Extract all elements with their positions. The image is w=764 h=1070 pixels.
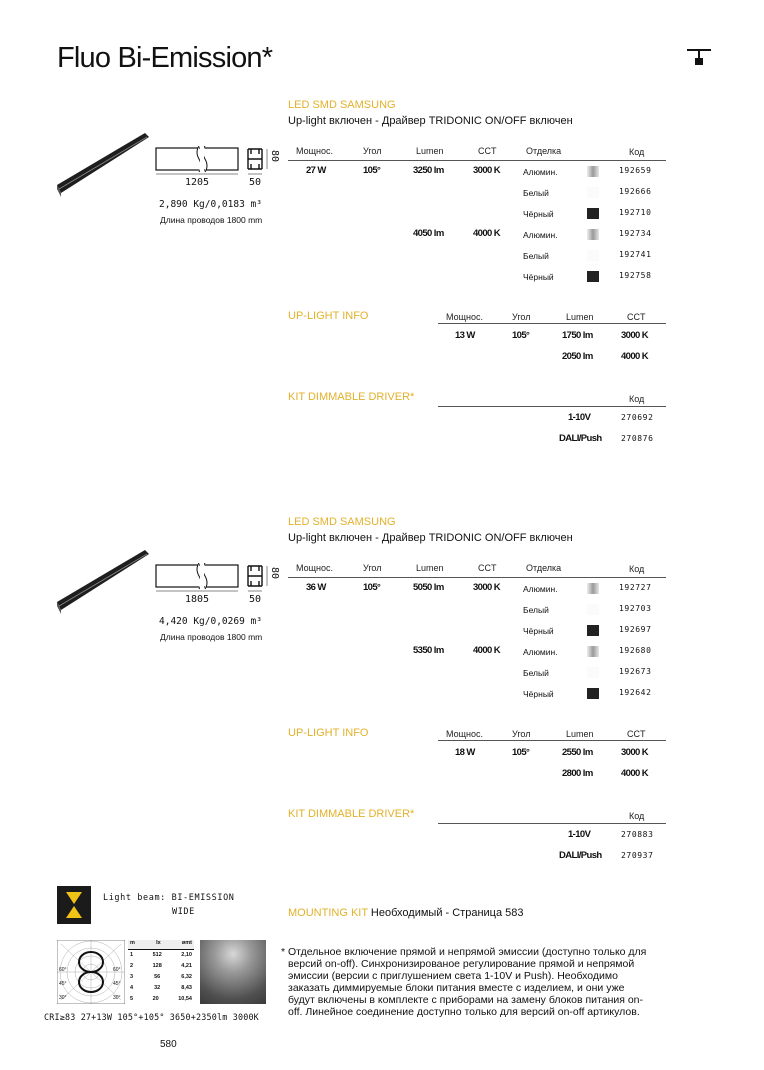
finish-swatch	[587, 583, 599, 594]
row-finish: Белый	[523, 251, 549, 261]
finish-swatch	[587, 187, 599, 198]
footnote-line: off. Линейное соединение доступно только для версий on-off артикулов.	[288, 1006, 640, 1018]
polar-angle: 45°	[113, 981, 121, 987]
photo-header: ømt	[181, 940, 192, 946]
row-finish: Алюмин.	[523, 167, 558, 177]
dim-width: 50	[249, 177, 262, 188]
polar-angle: 60°	[59, 967, 67, 973]
photo-header: lx	[156, 940, 161, 946]
kit-label: KIT DIMMABLE DRIVER*	[288, 391, 415, 403]
led-label: LED SMD SAMSUNG	[288, 99, 396, 111]
photo-cell: 4,21	[181, 963, 192, 969]
row-code: 192666	[619, 187, 652, 196]
kit-col-code: Код	[629, 811, 645, 821]
uplight-angle: 105°	[512, 330, 530, 341]
row-code: 192727	[619, 583, 652, 592]
led-label: LED SMD SAMSUNG	[288, 516, 396, 528]
uplight-label: UP-LIGHT INFO	[288, 727, 369, 739]
finish-swatch	[587, 250, 599, 261]
uplight-label: UP-LIGHT INFO	[288, 310, 369, 322]
row-finish: Чёрный	[523, 209, 554, 219]
uplight-lumen: 2050 lm	[562, 351, 593, 362]
finish-swatch	[587, 208, 599, 219]
beam-icon	[57, 886, 91, 924]
row-cct: 3000 K	[473, 582, 501, 593]
dimension-drawing	[155, 563, 285, 593]
photo-cell: 20	[152, 996, 159, 1002]
photo-cell: 6,32	[181, 974, 192, 980]
kit-driver-code: 270692	[621, 413, 654, 422]
footnote-line: заказать диммируемые блоки питания вместе с изделием, и они уже	[288, 982, 625, 994]
row-finish: Чёрный	[523, 689, 554, 699]
uplight-lumen: 2800 lm	[562, 768, 593, 779]
finish-swatch	[587, 688, 599, 699]
dim-length: 1805	[185, 594, 210, 605]
row-lumen: 5050 lm	[413, 582, 444, 593]
photo-cell: 8,43	[181, 985, 192, 991]
photo-cell: 10,54	[178, 996, 192, 1002]
photometric-table	[128, 940, 194, 1004]
photo-cell: 3	[130, 974, 134, 980]
col-angle: Угол	[363, 146, 382, 156]
polar-angle-labels	[57, 940, 125, 1004]
kit-rule	[438, 406, 666, 407]
col-power: Мощноc.	[296, 563, 333, 573]
dim-length: 1205	[185, 177, 210, 188]
uplight-col-cct: CCT	[627, 729, 646, 739]
photo-cell: 5	[130, 996, 134, 1002]
footnote	[281, 946, 711, 1018]
beam-type: WIDE	[172, 907, 195, 917]
cri-caption: CRI≥83 27+13W 105°+105° 3650+2350lm 3000K	[44, 1012, 259, 1022]
photo-row	[128, 950, 194, 961]
polar-angle: 30°	[113, 995, 121, 1001]
row-finish: Алюмин.	[523, 584, 558, 594]
row-angle: 105°	[363, 165, 381, 176]
header-rule	[288, 577, 666, 578]
uplight-cct: 3000 K	[621, 330, 649, 341]
page-number: 580	[160, 1039, 177, 1050]
kit-driver-code: 270876	[621, 434, 654, 443]
kit-driver-code: 270883	[621, 830, 654, 839]
row-code: 192697	[619, 625, 652, 634]
weight-volume: 2,890 Kg/0,0183 m³	[159, 199, 262, 210]
col-finish: Отделка	[526, 146, 562, 156]
row-power: 27 W	[306, 165, 326, 176]
footnote-line: эмиссии (версии с приглушением света 1-10V и Push). Необходимо	[288, 970, 618, 982]
section-subtitle: Up-light включен - Драйвер TRIDONIC ON/OFF включен	[288, 115, 573, 127]
uplight-col-lumen: Lumen	[566, 312, 594, 322]
photo-row	[128, 994, 194, 1005]
uplight-cct: 4000 K	[621, 351, 649, 362]
photo-cell: 4	[130, 985, 134, 991]
uplight-col-power: Мощноc.	[446, 312, 483, 322]
finish-swatch	[587, 271, 599, 282]
kit-driver-name: 1-10V	[568, 829, 591, 840]
polar-angle: 60°	[113, 967, 121, 973]
finish-swatch	[587, 667, 599, 678]
finish-swatch	[587, 229, 599, 240]
uplight-lumen: 2550 lm	[562, 747, 593, 758]
uplight-power: 13 W	[455, 330, 475, 341]
row-finish: Белый	[523, 605, 549, 615]
col-cct: CCT	[478, 146, 497, 156]
row-code: 192710	[619, 208, 652, 217]
kit-driver-name: 1-10V	[568, 412, 591, 423]
row-power: 36 W	[306, 582, 326, 593]
col-lumen: Lumen	[416, 563, 444, 573]
uplight-rule	[438, 740, 666, 741]
photo-cell: 1	[130, 952, 134, 958]
photo-cell: 56	[154, 974, 161, 980]
row-code: 192673	[619, 667, 652, 676]
finish-swatch	[587, 604, 599, 615]
row-code: 192659	[619, 166, 652, 175]
polar-angle: 30°	[59, 995, 67, 1001]
row-code: 192741	[619, 250, 652, 259]
photo-cell: 2	[130, 963, 134, 969]
uplight-cct: 4000 K	[621, 768, 649, 779]
row-finish: Чёрный	[523, 626, 554, 636]
finish-swatch	[587, 625, 599, 636]
row-angle: 105°	[363, 582, 381, 593]
col-code: Код	[629, 147, 645, 157]
row-code: 192734	[619, 229, 652, 238]
dim-height: 80	[269, 567, 280, 580]
uplight-power: 18 W	[455, 747, 475, 758]
photo-cell: 32	[154, 985, 161, 991]
row-lumen: 5350 lm	[413, 645, 444, 656]
row-code: 192680	[619, 646, 652, 655]
photo-row	[128, 983, 194, 994]
kit-rule	[438, 823, 666, 824]
row-code: 192758	[619, 271, 652, 280]
mounting-kit	[288, 907, 524, 919]
wire-length: Длина проводов 1800 mm	[160, 632, 263, 642]
finish-swatch	[587, 166, 599, 177]
uplight-rule	[438, 323, 666, 324]
mounting-kit-label: MOUNTING KIT	[288, 907, 368, 919]
beam-label: Light beam: BI-EMISSION	[103, 893, 235, 903]
photo-header: m	[130, 940, 135, 946]
col-cct: CCT	[478, 563, 497, 573]
weight-volume: 4,420 Kg/0,0269 m³	[159, 616, 262, 627]
photo-cell: 2,10	[181, 952, 192, 958]
row-lumen: 4050 lm	[413, 228, 444, 239]
row-finish: Алюмин.	[523, 230, 558, 240]
wire-length: Длина проводов 1800 mm	[160, 215, 263, 225]
row-cct: 4000 K	[473, 228, 501, 239]
col-angle: Угол	[363, 563, 382, 573]
track-mount-icon	[686, 47, 712, 69]
col-code: Код	[629, 564, 645, 574]
uplight-cct: 3000 K	[621, 747, 649, 758]
uplight-angle: 105°	[512, 747, 530, 758]
kit-driver-code: 270937	[621, 851, 654, 860]
row-lumen: 3250 lm	[413, 165, 444, 176]
uplight-col-power: Мощноc.	[446, 729, 483, 739]
dimension-drawing	[155, 146, 285, 176]
row-finish: Белый	[523, 668, 549, 678]
row-finish: Алюмин.	[523, 647, 558, 657]
row-code: 192642	[619, 688, 652, 697]
row-cct: 4000 K	[473, 645, 501, 656]
header-rule	[288, 160, 666, 161]
dim-width: 50	[249, 594, 262, 605]
section-subtitle: Up-light включен - Драйвер TRIDONIC ON/OFF включен	[288, 532, 573, 544]
col-finish: Отделка	[526, 563, 562, 573]
polar-angle: 45°	[59, 981, 67, 987]
row-code: 192703	[619, 604, 652, 613]
product-photo	[57, 127, 149, 199]
kit-label: KIT DIMMABLE DRIVER*	[288, 808, 415, 820]
kit-driver-name: DALI/Push	[559, 433, 602, 444]
uplight-lumen: 1750 lm	[562, 330, 593, 341]
col-power: Мощноc.	[296, 146, 333, 156]
uplight-col-angle: Угол	[512, 312, 531, 322]
photo-row	[128, 972, 194, 983]
uplight-col-angle: Угол	[512, 729, 531, 739]
photo-cell: 128	[152, 963, 162, 969]
col-lumen: Lumen	[416, 146, 444, 156]
finish-swatch	[587, 646, 599, 657]
mounting-kit-text: Необходимый - Страница 583	[370, 907, 524, 919]
kit-driver-name: DALI/Push	[559, 850, 602, 861]
light-effect-photo	[200, 940, 266, 1004]
photo-row	[128, 961, 194, 972]
row-cct: 3000 K	[473, 165, 501, 176]
row-finish: Чёрный	[523, 272, 554, 282]
footnote-line: версий on-off). Синхронизированое регулирование прямой и непрямой	[288, 958, 635, 970]
footnote-line: * Отдельное включение прямой и непрямой эмиссии (доступно только для	[281, 946, 647, 958]
photo-cell: 512	[152, 952, 162, 958]
product-photo	[57, 544, 149, 616]
page-title: Fluo Bi-Emission*	[57, 42, 273, 74]
uplight-col-cct: CCT	[627, 312, 646, 322]
footnote-line: будут включены в комплекте с приборами на замену блоков питания on-	[288, 994, 644, 1006]
dim-height: 80	[269, 150, 280, 163]
uplight-col-lumen: Lumen	[566, 729, 594, 739]
row-finish: Белый	[523, 188, 549, 198]
kit-col-code: Код	[629, 394, 645, 404]
